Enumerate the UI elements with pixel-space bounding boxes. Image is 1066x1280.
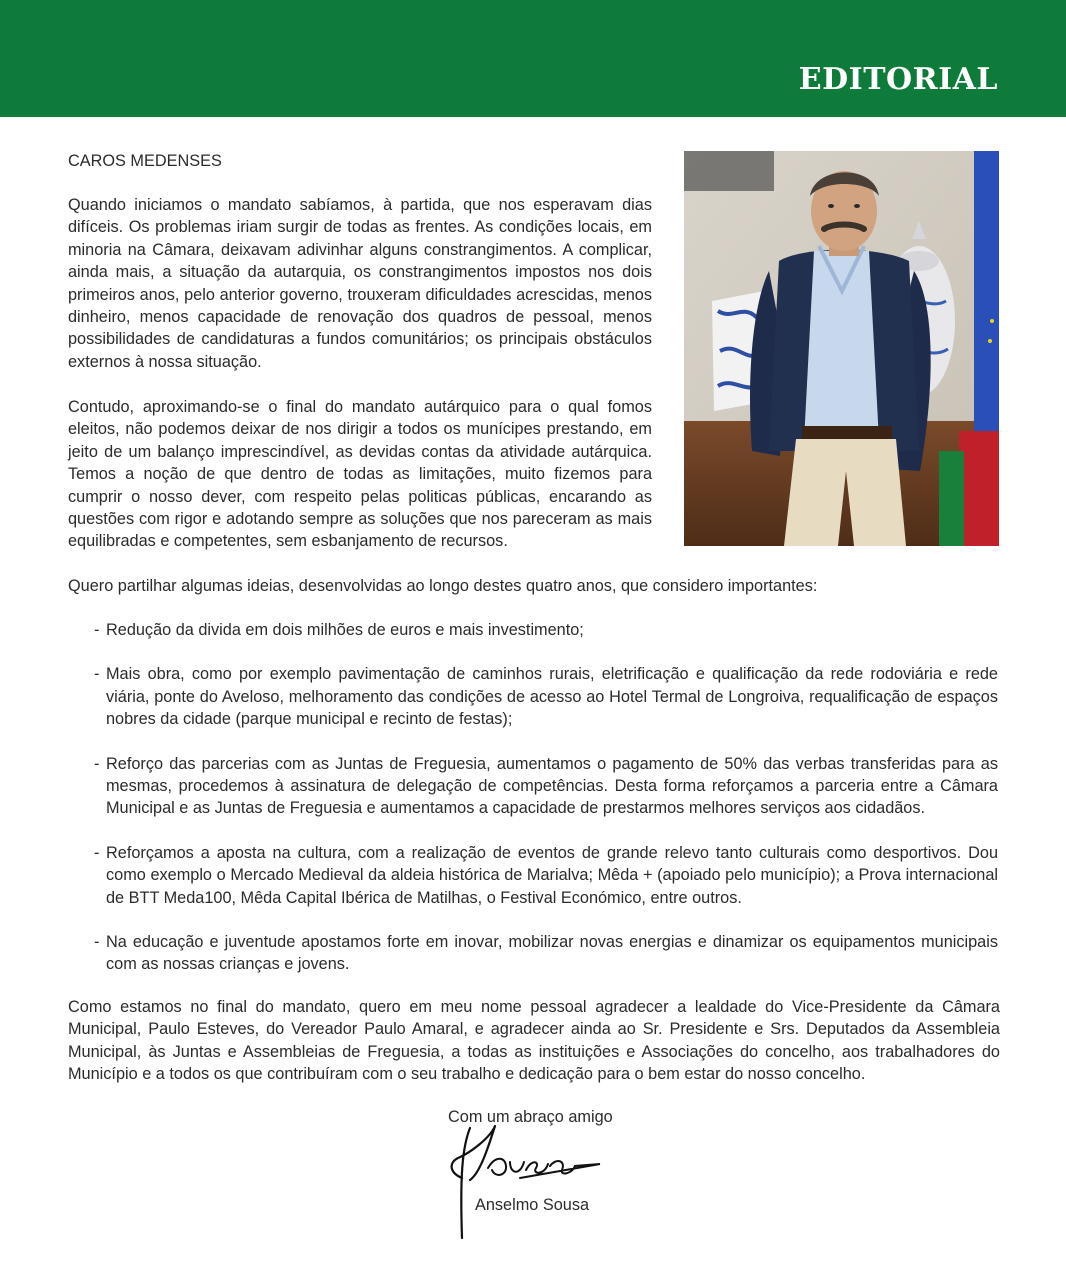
bullet-dash: - — [94, 621, 100, 639]
ideas-list — [94, 619, 998, 998]
list-item-text: Redução da divida em dois milhões de euros e mais investimento; — [106, 621, 584, 639]
list-item-text: Reforçamos a aposta na cultura, com a realização de eventos de grande relevo tanto culturais como desportivos. Dou como exemplo o Mercado Medieval da aldeia histórica de Marialva; Mêda + (apoiado pelo município); a Prova internacional de BTT Meda100, Mêda Capital Ibérica de Matilhas, o Festival Económico, entre outros. — [106, 843, 998, 907]
signature-image — [440, 1118, 610, 1248]
list-item — [94, 663, 998, 730]
greeting: CAROS MEDENSES — [68, 152, 222, 170]
list-item — [94, 753, 998, 820]
bullet-dash: - — [94, 933, 100, 952]
header-banner — [0, 0, 1066, 117]
list-item — [94, 619, 998, 641]
portrait-photo — [684, 151, 999, 546]
closing-paragraph: Como estamos no final do mandato, quero em meu nome pessoal agradecer a lealdade do Vice-Presidente da Câmara Municipal, Paulo Esteves, do Vereador Paulo Amaral, e agradecer ainda ao Sr. Presidente e Srs. Deputados da Assembleia Municipal, às Juntas e Assembleias de Freguesia, a todas as instituições e Associações do concelho, aos trabalhadores do Município e a todos os que contribuíram com o seu trabalho e dedicação para o bem estar do nosso concelho. — [68, 998, 1000, 1084]
sign-off: Com um abraço amigo — [448, 1108, 613, 1126]
paragraph-2: Contudo, aproximando-se o final do mandato autárquico para o qual fomos eleitos, não podemos deixar de nos dirigir a todos os munícipes prestando, em jeito de um balanço imprescindível, as devidas contas da atividade autárquica. Temos a noção de que dentro de todas as limitações, muito fizemos para cumprir o nosso dever, com respeito pelas politicas públicas, encarando as questões com rigor e adotando sempre as soluções que nos pareceram as mais equilibradas e competentes, sem esbanjamento de recursos. — [68, 398, 652, 551]
paragraph-1: Quando iniciamos o mandato sabíamos, à partida, que nos esperavam dias difíceis. Os problemas iriam surgir de todas as frentes. As condições locais, em minoria na Câmara, deixavam adivinhar alguns constrangimentos. A complicar, ainda mais, a situação da autarquia, os constrangimentos impostos nos dois primeiros anos, pelo anterior governo, trouxeram dificuldades acrescidas, menos dinheiro, menos capacidade de renovação dos quadros de pessoal, menos possibilidades de candidaturas a fundos comunitários; os principais obstáculos externos à nossa situação. — [68, 196, 652, 371]
list-item — [94, 842, 998, 909]
list-item-text: Reforço das parcerias com as Juntas de Freguesia, aumentamos o pagamento de 50% das verbas transferidas para as mesmas, procedemos à assinatura de delegação de competências. Desta forma reforçamos a parceria entre a Câmara Municipal e as Juntas de Freguesia e aumentamos a capacidade de prestarmos melhores serviços aos cidadãos. — [106, 754, 998, 818]
section-title: EDITORIAL — [798, 62, 998, 97]
paragraph-3: Quero partilhar algumas ideias, desenvolvidas ao longo destes quatro anos, que considero importantes: — [68, 577, 818, 595]
bullet-dash: - — [94, 843, 100, 862]
signer-name: Anselmo Sousa — [475, 1196, 590, 1214]
bullet-dash: - — [94, 754, 100, 773]
list-item-text: Mais obra, como por exemplo pavimentação de caminhos rurais, eletrificação e qualificação da rede rodoviária e rede viária, ponte do Aveloso, melhoramento das condições de acesso ao Hotel Termal de Longroiva, requalificação de espaços nobres da cidade (parque municipal e recinto de festas); — [106, 665, 998, 729]
bullet-dash: - — [94, 665, 100, 684]
list-item — [94, 931, 998, 976]
list-item-text: Na educação e juventude apostamos forte em inovar, mobilizar novas energias e dinamizar os equipamentos municipais com as nossas crianças e jovens. — [106, 933, 998, 974]
